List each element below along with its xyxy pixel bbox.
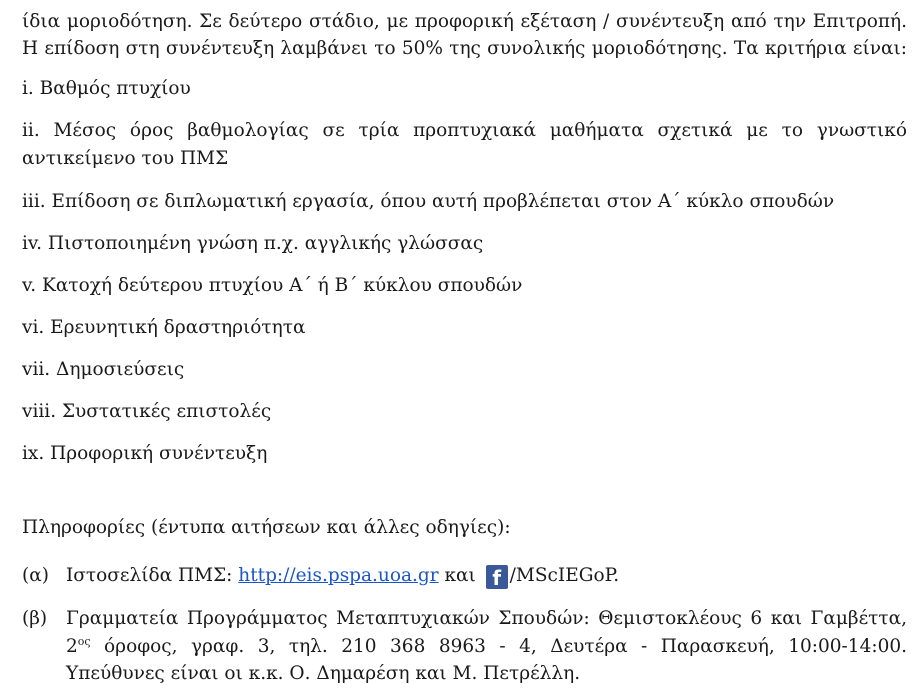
info-item-b-label: (β) (22, 608, 48, 629)
criterion-ii-line-2: αντικείμενο του ΠΜΣ (22, 148, 229, 169)
intro-line-1: ίδια μοριοδότηση. Σε δεύτερο στάδιο, με προφορική εξέταση / συνέντευξη από την Επιτροπή. (22, 11, 907, 32)
floor-number: 2 (66, 636, 78, 657)
info-item-b-line-3: Υπεύθυνες είναι οι κ.κ. Ο. Δημαρέση και Μ. Πετρέλλη. (66, 663, 581, 684)
floor-ordinal: ος (77, 635, 91, 648)
info-item-b-line-1 (22, 607, 907, 631)
info-item-a-text: Ιστοσελίδα ΠΜΣ: (66, 565, 239, 586)
facebook-icon[interactable]: f (486, 565, 508, 589)
criterion-i: i. Βαθμός πτυχίου (22, 78, 191, 99)
criterion-ix: ix. Προφορική συνέντευξη (22, 443, 268, 464)
info-item-b-line-2 (66, 635, 907, 659)
info-item-a (22, 564, 619, 589)
info-heading: Πληροφορίες (έντυπα αιτήσεων και άλλες οδηγίες): (22, 517, 511, 538)
criterion-iv: iv. Πιστοποιημένη γνώση π.χ. αγγλικής γλώσσας (22, 233, 484, 254)
intro-line-2: Η επίδοση στη συνέντευξη λαμβάνει το 50% της συνολικής μοριοδότησης. Τα κριτήρια είναι: (22, 38, 907, 59)
criterion-vi: vi. Ερευνητική δραστηριότητα (22, 317, 306, 338)
criterion-vii: vii. Δημοσιεύσεις (22, 359, 185, 380)
info-item-b-text-1: Γραμματεία Προγράμματος Μεταπτυχιακών Σπουδών: Θεμιστοκλέους 6 και Γαμβέττα, (66, 608, 907, 629)
criterion-viii: viii. Συστατικές επιστολές (22, 401, 272, 422)
criterion-iii: iii. Επίδοση σε διπλωματική εργασία, όπου αυτή προβλέπεται στον Α΄ κύκλο σπουδών (22, 191, 835, 212)
info-item-a-and: και (438, 565, 482, 586)
website-link[interactable]: http://eis.pspa.uoa.gr (238, 565, 439, 586)
criterion-v: v. Κατοχή δεύτερου πτυχίου Α΄ ή Β΄ κύκλου σπουδών (22, 275, 523, 296)
info-item-b-text-2: όροφος, γραφ. 3, τηλ. 210 368 8963 - 4, Δευτέρα - Παρασκευή, 10:00-14:00. (90, 636, 907, 657)
facebook-handle: /MScIEGoP. (509, 565, 620, 586)
criterion-ii-line-1: ii. Μέσος όρος βαθμολογίας σε τρία προπτυχιακά μαθήματα σχετικά με το γνωστικό (22, 120, 907, 141)
info-item-a-label: (α) (22, 565, 49, 586)
